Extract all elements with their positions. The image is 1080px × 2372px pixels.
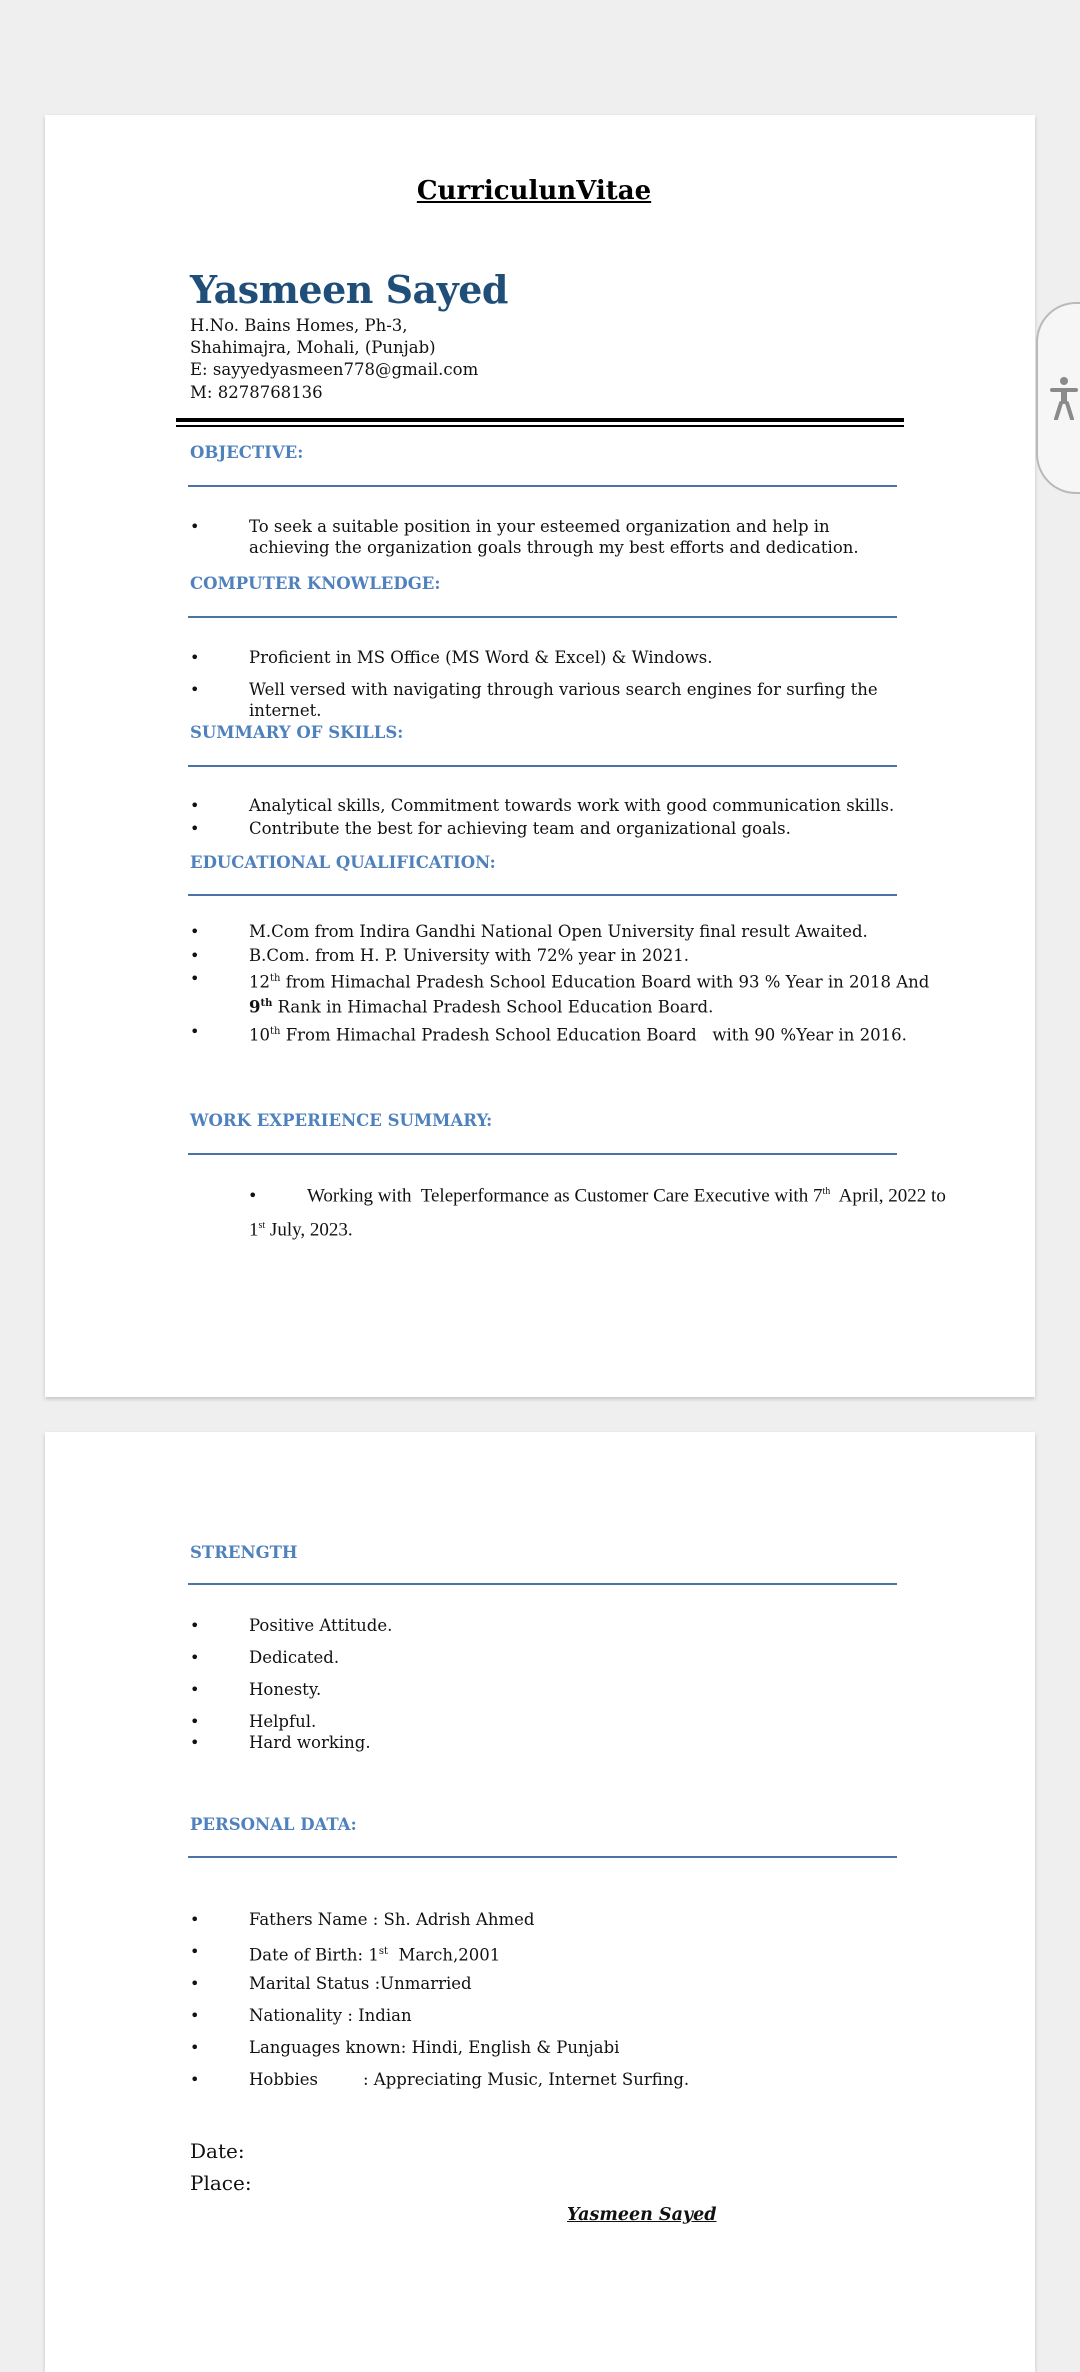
bullet: • (190, 1712, 200, 1731)
candidate-name: Yasmeen Sayed (190, 267, 509, 312)
bullet: • (190, 2070, 200, 2089)
skills-item: Contribute the best for achieving team and organizational goals. (249, 819, 791, 838)
personal-rule (188, 1856, 897, 1858)
computer-item: Well versed with navigating through various search engines for surfing the internet. (249, 680, 878, 720)
work-rule (188, 1153, 897, 1155)
email-text: E: sayyedyasmeen778@gmail.com (190, 360, 479, 379)
bullet: • (190, 796, 200, 815)
personal-marital-status: Marital Status :Unmarried (249, 1974, 472, 1993)
computer-item: Proficient in MS Office (MS Word & Excel) & Windows. (249, 648, 713, 667)
computer-rule (188, 616, 897, 618)
place-label: Place: (190, 2171, 252, 2195)
document-page-2 (45, 1432, 1035, 2372)
work-item-line2: 1st July, 2023. (249, 1219, 353, 1241)
header-rule-thick (176, 418, 904, 422)
bullet: • (190, 922, 200, 941)
education-heading: EDUCATIONAL QUALIFICATION: (190, 853, 496, 872)
strength-rule (188, 1583, 897, 1585)
bullet: • (190, 1733, 200, 1752)
work-item-line1: Working with Teleperformance as Customer Care Executive with 7th April, 2022 to (307, 1185, 946, 1207)
bullet: • (190, 2006, 200, 2025)
bullet: • (190, 517, 200, 536)
strength-item: Positive Attitude. (249, 1616, 393, 1635)
header-rule-thin (176, 425, 904, 427)
personal-nationality: Nationality : Indian (249, 2006, 412, 2025)
signature: Yasmeen Sayed (567, 2205, 717, 2225)
date-label: Date: (190, 2139, 245, 2163)
personal-heading: PERSONAL DATA: (190, 1815, 357, 1834)
accessibility-icon (1049, 376, 1079, 420)
strength-item: Helpful. (249, 1712, 317, 1731)
bullet: • (190, 946, 200, 965)
strength-item: Hard working. (249, 1733, 371, 1752)
bullet: • (190, 1022, 200, 1041)
address-line-2: Shahimajra, Mohali, (Punjab) (190, 338, 436, 357)
bullet: • (248, 1186, 258, 1205)
skills-heading: SUMMARY OF SKILLS: (190, 723, 404, 742)
education-item: 10th From Himachal Pradesh School Education Board with 90 %Year in 2016. (249, 1025, 907, 1045)
bullet: • (190, 1974, 200, 1993)
skills-item: Analytical skills, Commitment towards work with good communication skills. (249, 796, 895, 815)
strength-item: Dedicated. (249, 1648, 340, 1667)
bullet: • (190, 1942, 200, 1961)
bullet: • (190, 1680, 200, 1699)
personal-hobbies-label: Hobbies (249, 2070, 318, 2089)
education-rule (188, 894, 897, 896)
bullet: • (190, 1648, 200, 1667)
bullet: • (190, 2038, 200, 2057)
bullet: • (190, 969, 200, 988)
work-heading: WORK EXPERIENCE SUMMARY: (190, 1111, 493, 1130)
strength-item: Honesty. (249, 1680, 322, 1699)
education-item: M.Com from Indira Gandhi National Open University final result Awaited. (249, 922, 868, 941)
bullet: • (190, 1616, 200, 1635)
accessibility-button[interactable] (1036, 302, 1080, 494)
mobile-text: M: 8278768136 (190, 383, 323, 402)
skills-rule (188, 765, 897, 767)
bullet: • (190, 680, 200, 699)
objective-rule (188, 485, 897, 487)
cv-title: CurriculunVitae (416, 176, 652, 206)
education-item: 12th from Himachal Pradesh School Education Board with 93 % Year in 2018 And 9th Rank in Himachal Pradesh School Education Board. (249, 972, 930, 1016)
bullet: • (190, 819, 200, 838)
computer-heading: COMPUTER KNOWLEDGE: (190, 574, 441, 593)
objective-heading: OBJECTIVE: (190, 443, 304, 462)
personal-languages: Languages known: Hindi, English & Punjabi (249, 2038, 620, 2057)
education-item: B.Com. from H. P. University with 72% year in 2021. (249, 946, 689, 965)
address-line-1: H.No. Bains Homes, Ph-3, (190, 316, 408, 335)
personal-hobbies-value: : Appreciating Music, Internet Surfing. (363, 2070, 690, 2089)
objective-item: To seek a suitable position in your esteemed organization and help in achieving the organization goals through my best efforts and dedication. (249, 517, 859, 557)
personal-fathers-name: Fathers Name : Sh. Adrish Ahmed (249, 1910, 535, 1929)
personal-dob: Date of Birth: 1st March,2001 (249, 1945, 501, 1965)
bullet: • (190, 648, 200, 667)
strength-heading: STRENGTH (190, 1543, 298, 1562)
bullet: • (190, 1910, 200, 1929)
